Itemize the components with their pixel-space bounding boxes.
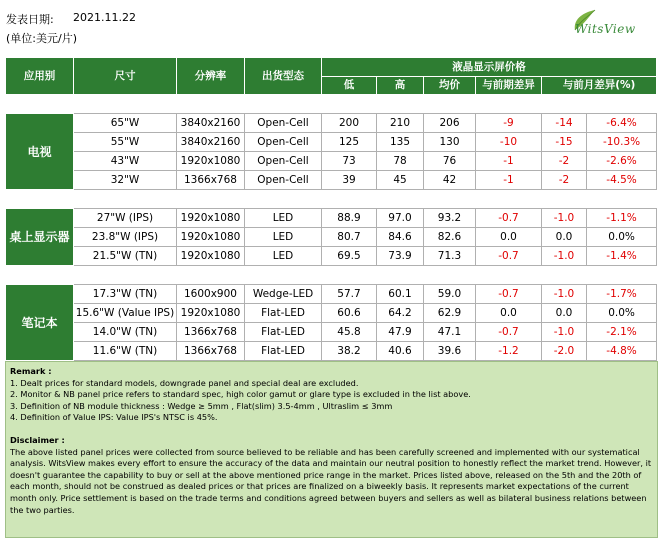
cell-avg: 130 — [424, 133, 476, 152]
cell-type: Open-Cell — [245, 133, 322, 152]
cell-low: 125 — [322, 133, 377, 152]
cell-prev-period: -0.7 — [476, 209, 542, 228]
category-cell: 电视 — [6, 114, 74, 190]
cell-low: 80.7 — [322, 228, 377, 247]
remark-item: 1. Dealt prices for standard models, downgrade panel and special deal are excluded. — [10, 377, 359, 388]
cell-size: 55"W — [74, 133, 177, 152]
remark-item: 4. Definition of Value IPS: Value IPS's NTSC is 45%. — [10, 412, 218, 423]
cell-low: 57.7 — [322, 285, 377, 304]
cell-high: 84.6 — [377, 228, 424, 247]
disclaimer-title: Disclaimer : — [10, 434, 65, 445]
table-row — [6, 342, 657, 361]
cell-prev-period: 0.0 — [476, 304, 542, 323]
cell-size: 27"W (IPS) — [74, 209, 177, 228]
cell-size: 11.6"W (TN) — [74, 342, 177, 361]
cell-type: Flat-LED — [245, 342, 322, 361]
cell-high: 78 — [377, 152, 424, 171]
cell-prev-month: -15 — [542, 133, 587, 152]
col-high: 高 — [377, 77, 424, 95]
cell-avg: 93.2 — [424, 209, 476, 228]
cell-prev-month-pct: -1.4% — [587, 247, 657, 266]
cell-prev-period: -1.2 — [476, 342, 542, 361]
table-row — [6, 323, 657, 342]
spacer-row — [6, 95, 657, 114]
cell-avg: 62.9 — [424, 304, 476, 323]
table-row — [6, 114, 657, 133]
table-row — [6, 152, 657, 171]
col-prev-month: 与前月差异(%) — [542, 77, 657, 95]
cell-high: 60.1 — [377, 285, 424, 304]
col-type: 出货型态 — [245, 58, 322, 95]
table-row — [6, 209, 657, 228]
header-row-top — [6, 58, 657, 77]
col-low: 低 — [322, 77, 377, 95]
publish-date-line — [6, 11, 136, 27]
cell-high: 47.9 — [377, 323, 424, 342]
cell-prev-period: 0.0 — [476, 228, 542, 247]
cell-type: Open-Cell — [245, 114, 322, 133]
cell-low: 60.6 — [322, 304, 377, 323]
cell-avg: 206 — [424, 114, 476, 133]
cell-prev-month-pct: -1.1% — [587, 209, 657, 228]
cell-prev-month: -1.0 — [542, 285, 587, 304]
cell-prev-month-pct: -2.1% — [587, 323, 657, 342]
col-app: 应用别 — [6, 58, 74, 95]
cell-prev-month: -2.0 — [542, 342, 587, 361]
cell-resolution: 3840x2160 — [177, 114, 245, 133]
cell-type: Open-Cell — [245, 152, 322, 171]
cell-prev-month-pct: 0.0% — [587, 228, 657, 247]
spacer-row — [6, 190, 657, 209]
remark-item: 3. Definition of NB module thickness : Wedge ≥ 5mm , Flat(slim) 3.5-4mm , Ultraslim ≤ 3mm — [10, 400, 393, 411]
publish-date-label: 发表日期: — [6, 13, 54, 26]
remarks-title: Remark : — [10, 366, 52, 376]
cell-low: 73 — [322, 152, 377, 171]
cell-resolution: 1920x1080 — [177, 228, 245, 247]
cell-resolution: 1366x768 — [177, 323, 245, 342]
cell-type: Flat-LED — [245, 323, 322, 342]
remark-item: 2. Monitor & NB panel price refers to standard spec, high color gamut or glare type is excluded in the list above. — [10, 389, 471, 400]
cell-resolution: 3840x2160 — [177, 133, 245, 152]
cell-type: Flat-LED — [245, 304, 322, 323]
table-row — [6, 247, 657, 266]
cell-type: LED — [245, 228, 322, 247]
cell-high: 210 — [377, 114, 424, 133]
cell-size: 65"W — [74, 114, 177, 133]
cell-prev-period: -10 — [476, 133, 542, 152]
disclaimer-text: The above listed panel prices were collected from source believed to be reliable and has been carefully screened and implemented with our systematical analysis. WitsView makes every effort to ensure the accuracy of the data and maintain our neutral position to honestly reflect the market trend. However, it doesn't guarantee the capability to buy or sell at the above mentioned price range in the market. Prices listed above, released on the 5th and the 20th of each month, should not be construed as dealed prices or that prices are finalized on a biweekly basis. It represents market expectations of the current month only. Price settlement is based on the trade terms and conditions agreed between buyers and sellers as well as bilateral business relations between the two parties. — [10, 446, 652, 515]
witsview-logo-text: WitsView — [575, 22, 636, 36]
price-table — [5, 57, 657, 361]
cell-avg: 42 — [424, 171, 476, 190]
cell-high: 64.2 — [377, 304, 424, 323]
cell-low: 69.5 — [322, 247, 377, 266]
cell-prev-month: -1.0 — [542, 247, 587, 266]
unit-label: (单位:美元/片) — [6, 32, 77, 45]
cell-prev-period: -0.7 — [476, 323, 542, 342]
cell-prev-month: -2 — [542, 152, 587, 171]
spacer-row — [6, 266, 657, 285]
cell-prev-period: -1 — [476, 171, 542, 190]
publish-date-value: 2021.11.22 — [73, 11, 136, 24]
cell-type: Open-Cell — [245, 171, 322, 190]
cell-type: LED — [245, 247, 322, 266]
cell-avg: 76 — [424, 152, 476, 171]
cell-avg: 71.3 — [424, 247, 476, 266]
cell-resolution: 1920x1080 — [177, 304, 245, 323]
cell-prev-month-pct: 0.0% — [587, 304, 657, 323]
col-prev-period: 与前期差异 — [476, 77, 542, 95]
cell-resolution: 1920x1080 — [177, 152, 245, 171]
col-avg: 均价 — [424, 77, 476, 95]
cell-prev-month: -2 — [542, 171, 587, 190]
cell-prev-month-pct: -10.3% — [587, 133, 657, 152]
cell-prev-period: -9 — [476, 114, 542, 133]
cell-prev-period: -0.7 — [476, 285, 542, 304]
cell-size: 15.6"W (Value IPS) — [74, 304, 177, 323]
cell-low: 200 — [322, 114, 377, 133]
cell-prev-month-pct: -4.5% — [587, 171, 657, 190]
table-row — [6, 228, 657, 247]
cell-low: 38.2 — [322, 342, 377, 361]
cell-high: 73.9 — [377, 247, 424, 266]
cell-resolution: 1366x768 — [177, 171, 245, 190]
cell-prev-period: -0.7 — [476, 247, 542, 266]
cell-size: 21.5"W (TN) — [74, 247, 177, 266]
cell-high: 40.6 — [377, 342, 424, 361]
cell-resolution: 1920x1080 — [177, 247, 245, 266]
cell-high: 135 — [377, 133, 424, 152]
cell-low: 45.8 — [322, 323, 377, 342]
cell-avg: 59.0 — [424, 285, 476, 304]
table-row — [6, 133, 657, 152]
table-row — [6, 171, 657, 190]
witsview-logo — [555, 6, 645, 50]
cell-size: 14.0"W (TN) — [74, 323, 177, 342]
cell-size: 17.3"W (TN) — [74, 285, 177, 304]
cell-prev-month: 0.0 — [542, 304, 587, 323]
cell-prev-month-pct: -6.4% — [587, 114, 657, 133]
cell-type: LED — [245, 209, 322, 228]
cell-prev-month: -1.0 — [542, 209, 587, 228]
price-table-body — [6, 95, 657, 361]
col-size: 尺寸 — [74, 58, 177, 95]
cell-size: 23.8"W (IPS) — [74, 228, 177, 247]
col-resolution: 分辨率 — [177, 58, 245, 95]
cell-prev-month-pct: -2.6% — [587, 152, 657, 171]
cell-avg: 39.6 — [424, 342, 476, 361]
cell-prev-period: -1 — [476, 152, 542, 171]
remarks-box — [5, 361, 658, 538]
col-price-group: 液晶显示屏价格 — [322, 58, 657, 77]
table-row — [6, 285, 657, 304]
category-cell: 笔记本 — [6, 285, 74, 361]
cell-high: 45 — [377, 171, 424, 190]
cell-prev-month-pct: -4.8% — [587, 342, 657, 361]
cell-resolution: 1920x1080 — [177, 209, 245, 228]
cell-high: 97.0 — [377, 209, 424, 228]
cell-low: 39 — [322, 171, 377, 190]
category-cell: 桌上显示器 — [6, 209, 74, 266]
cell-low: 88.9 — [322, 209, 377, 228]
cell-avg: 47.1 — [424, 323, 476, 342]
cell-resolution: 1366x768 — [177, 342, 245, 361]
cell-type: Wedge-LED — [245, 285, 322, 304]
cell-avg: 82.6 — [424, 228, 476, 247]
table-row — [6, 304, 657, 323]
cell-size: 32"W — [74, 171, 177, 190]
cell-prev-month: 0.0 — [542, 228, 587, 247]
cell-resolution: 1600x900 — [177, 285, 245, 304]
cell-prev-month: -1.0 — [542, 323, 587, 342]
cell-prev-month: -14 — [542, 114, 587, 133]
cell-prev-month-pct: -1.7% — [587, 285, 657, 304]
cell-size: 43"W — [74, 152, 177, 171]
